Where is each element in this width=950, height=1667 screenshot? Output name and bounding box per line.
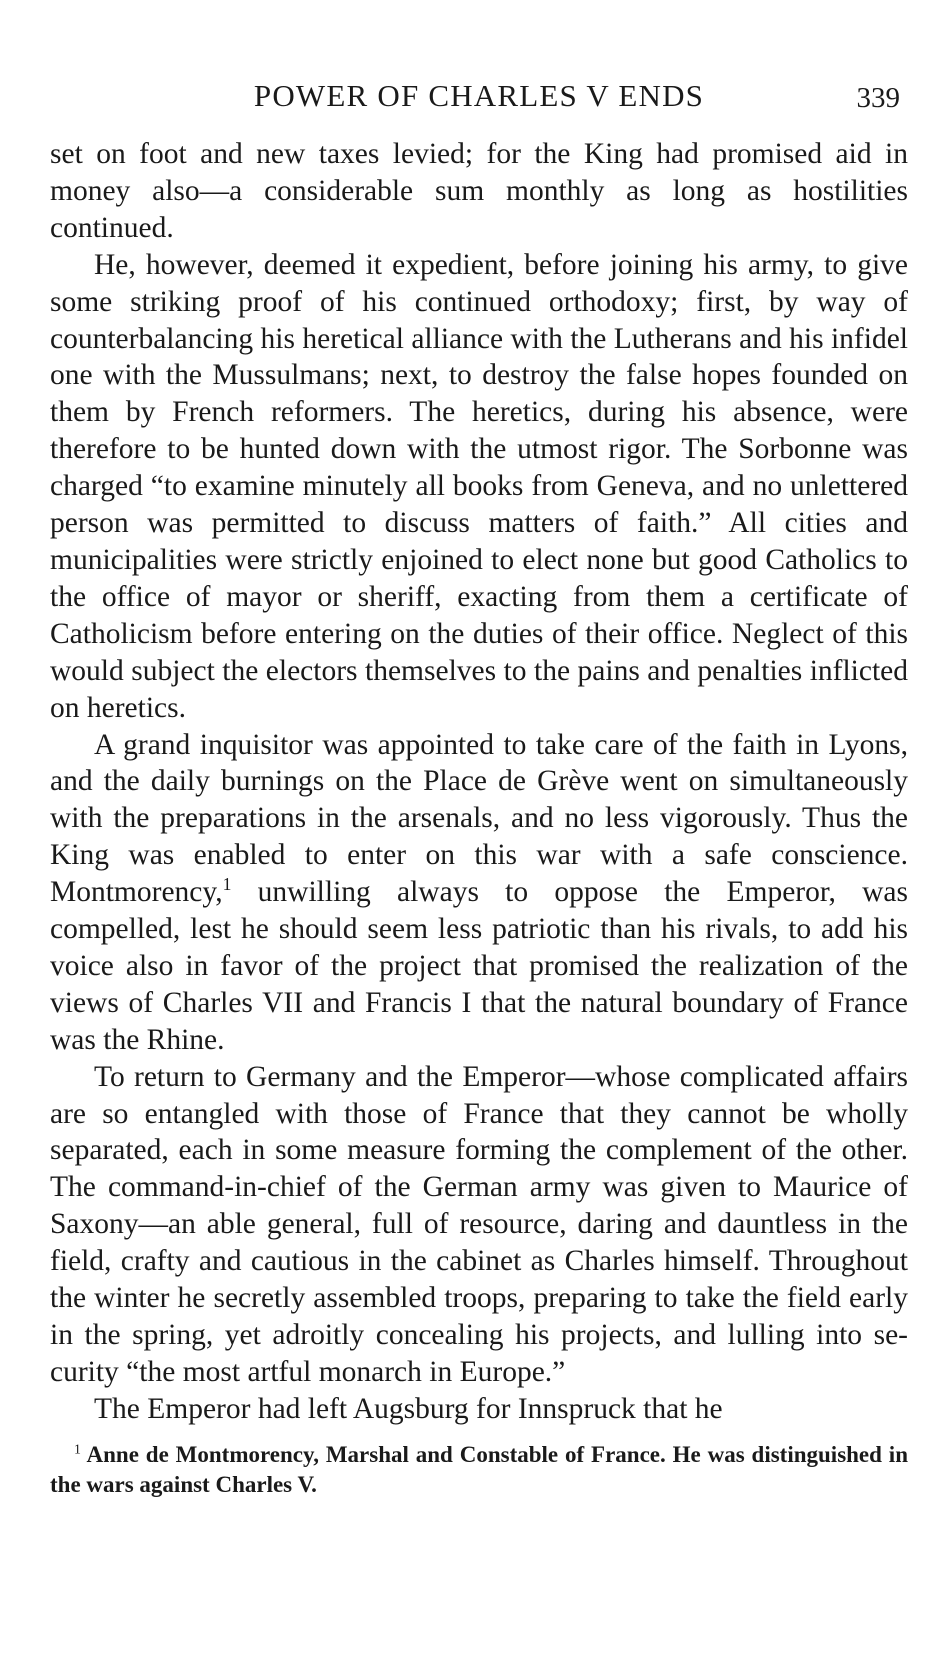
paragraph-3-text-a: A grand inquisitor was appointed to take care of the faith in Lyons, and the daily burnings on the Place de Grève went on simultaneously with the preparations in the arsenals, and no less vigorously. Thus the King was enabled to enter on this war with a safe conscience. Montmorency,	[50, 728, 908, 909]
paragraph-3-text-b: unwilling always to oppose the Emperor, was compelled, lest he should seem less patriotic than his rivals, to add his voice also in favor of the project that promised the realization of the views of Charles VII and Francis I that the natural boundary of France was the Rhine.	[50, 876, 908, 1056]
paragraph-4: To return to Germany and the Emperor—whose complicated affairs are so entangled with those of France that they cannot be wholly separated, each in some measure forming the complement of the other. The command-in-chief of the German army was given to Maurice of Saxony—an able general, full of resource, daring and dauntless in the field, crafty and cautious in the cabinet as Charles himself. Throughout the winter he secretly assembled troops, preparing to take the field early in the spring, yet adroitly concealing his projects, and lulling into security “the most artful monarch in Europe.”	[50, 1060, 908, 1388]
paragraph-3	[50, 727, 908, 1059]
paragraph-2: He, however, deemed it expedient, before joining his army, to give some striking proof of his continued orthodoxy; first, by way of counterbalancing his heretical alliance with the Lutherans and his infidel one with the Mussulmans; next, to destroy the false hopes founded on them by French reformers. The heretics, during his absence, were therefore to be hunted down with the utmost rigor. The Sorbonne was charged “to examine minutely all books from Geneva, and no unlettered person was permitted to discuss matters of faith.” All cities and municipalities were strictly enjoined to elect none but good Catholics to the office of mayor or sheriff, exacting from them a certificate of Catholicism before entering on the duties of their office. Neglect of this would subject the electors themselves to the pains and penalties inflicted on heretics.	[50, 248, 908, 724]
paragraph-5: The Emperor had left Augsburg for Innspruck that he	[94, 1392, 723, 1425]
footnote-text: Anne de Montmorency, Marshal and Constable of France. He was distinguished in the wars against Charles V.	[50, 1441, 908, 1497]
footnote-marker: 1	[74, 1441, 81, 1457]
running-title: POWER OF CHARLES V ENDS	[253, 78, 705, 113]
footnote-reference: 1	[222, 874, 232, 895]
page-header	[50, 72, 908, 112]
paragraph-1: set on foot and new taxes levied; for the King had promised aid in money also—a considerable sum monthly as long as hostilities continued.	[50, 138, 908, 244]
page-number: 339	[856, 82, 900, 114]
body-text	[50, 136, 908, 1428]
footnote	[50, 1440, 908, 1500]
